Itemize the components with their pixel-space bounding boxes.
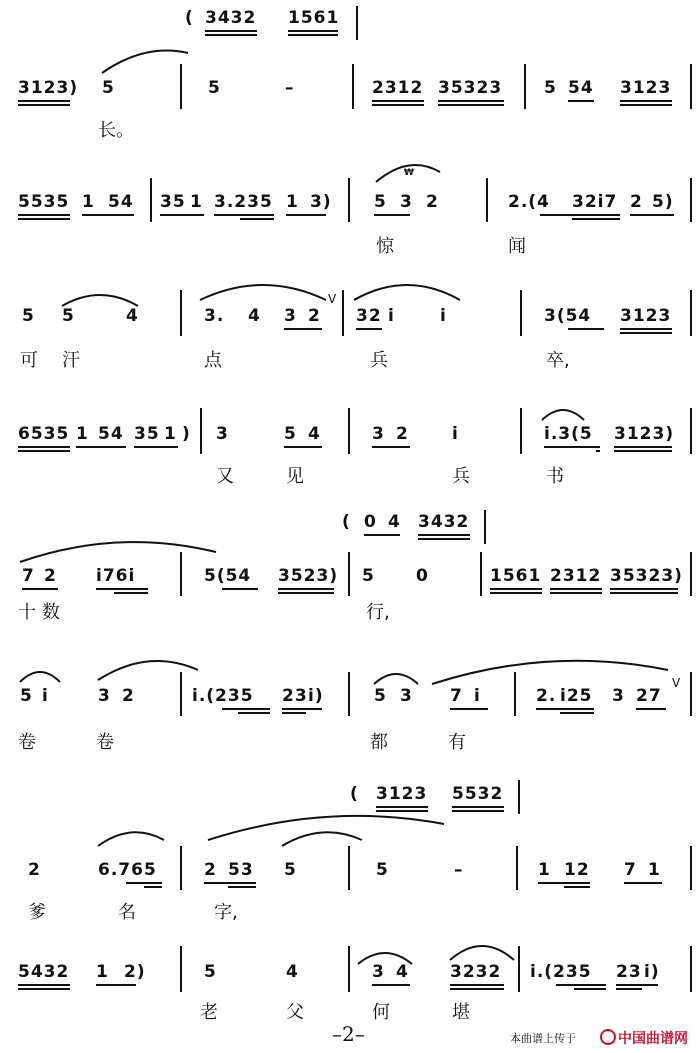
breath-mark: V [328,292,338,306]
underline [490,592,542,594]
underline [596,450,600,452]
paren: ( [342,512,351,532]
underline [452,810,504,812]
underline [284,328,322,330]
note: 4 [308,424,321,444]
lyric: 见 [286,466,304,487]
note: 2 [396,424,409,444]
lyric: 长。 [98,120,134,141]
lyric: 又 [216,466,234,487]
barline [348,552,350,596]
lyric: 爹 [28,902,46,923]
barline [200,408,202,454]
slur [100,45,190,75]
page-number: –2– [332,1022,365,1046]
barline [342,290,344,336]
underline [364,534,400,536]
underline [76,446,126,448]
note: 4 [248,306,261,326]
underline [572,218,620,220]
underline [620,328,672,330]
underline [282,712,306,714]
notes: 3.235 [214,192,273,212]
barline [690,64,692,109]
underline [616,988,642,990]
notes: 12 [564,860,590,880]
underline [372,104,424,106]
barline [690,672,692,716]
underline [438,104,504,106]
underline [278,588,334,590]
slur [198,278,328,304]
notes: 3432 [205,8,257,28]
notes: 5532 [452,784,504,804]
underline [214,214,274,216]
note: 7 [22,566,35,586]
underline [18,450,70,452]
barline [524,64,526,109]
slur [352,278,462,304]
lyric: 何 [372,1002,390,1023]
barline [484,510,486,544]
barline [690,290,692,336]
note: 5 [20,686,33,706]
underline [160,214,204,216]
note: 1 [648,860,661,880]
underline [372,984,410,986]
notes: 2.(4 [508,192,550,212]
note: 5 [204,962,217,982]
notes: 3123 [620,78,672,98]
underline [418,534,470,536]
underline [18,984,70,986]
notes: 54 [568,78,594,98]
note: 5 [362,566,375,586]
lyric: 可 [20,350,38,371]
barline [348,846,350,890]
notes: 1561 [288,8,340,28]
note: 4 [286,962,299,982]
notes: 5535 [18,192,70,212]
underline [18,100,70,102]
barline [480,552,482,596]
notes: 32i7 [572,192,618,212]
note: 0 [364,512,377,532]
note: 2 [44,566,57,586]
notes: 3123 [376,784,428,804]
dash: – [454,860,464,880]
barline [180,946,182,992]
underline [238,712,270,714]
slur [96,826,166,848]
note: 5 [284,860,297,880]
note: 3 [400,686,413,706]
note: 5 [544,78,557,98]
notes: 3523) [278,566,339,586]
underline [544,446,600,448]
note: 3 [284,306,297,326]
barline [518,780,520,814]
logo-text: 中国曲谱网 [618,1031,688,1047]
underline [286,214,326,216]
note: 1 [82,192,95,212]
notes: 3432 [418,512,470,532]
underline [620,100,672,102]
site-logo [600,1028,688,1048]
note: i [452,424,459,444]
upload-notice: 本曲谱上传于 [510,1032,576,1045]
note: 3 [612,686,625,706]
note: 2 [204,860,217,880]
underline [205,30,257,32]
lyric: 十 [18,602,36,623]
note: i [388,306,395,326]
lyric: 字, [214,902,238,923]
notes: 1561 [490,566,542,586]
notes: 23 [616,962,642,982]
notes: i) [644,962,660,982]
note: 1 [164,424,177,444]
underline [536,708,594,710]
notes: 3. [204,306,225,326]
underline [134,446,178,448]
note: 3 [372,424,385,444]
notes: 3123) [18,78,79,98]
note: 1 [538,860,551,880]
note: 2 [630,192,643,212]
logo-icon [600,1029,616,1045]
barline [690,552,692,596]
lyric: 数 [42,602,60,623]
underline [574,988,606,990]
underline [438,100,504,102]
underline [610,588,678,590]
underline [556,984,606,986]
underline [18,988,70,990]
paren: ) [182,424,191,444]
underline [610,592,678,594]
notes: 3232 [450,962,502,982]
note: i [474,686,481,706]
barline [180,846,182,890]
notes: 53 [228,860,254,880]
note: 4 [396,962,409,982]
note: 2 [426,192,439,212]
note: 1 [286,192,299,212]
underline [620,332,672,334]
note: 2 [28,860,41,880]
underline [616,984,658,986]
underline [18,214,70,216]
underline [356,328,382,330]
barline [180,672,182,716]
slur [18,536,218,566]
barline [518,946,520,992]
underline [568,100,594,102]
barline [690,408,692,454]
lyric: 卒, [546,350,570,371]
barline [690,178,692,222]
note: 7 [450,686,463,706]
note: 3 [98,686,111,706]
lyric: 都 [370,732,388,753]
underline [374,214,410,216]
underline [18,104,70,106]
lyric: 名 [118,902,136,923]
underline [96,984,136,986]
note: 0 [416,566,429,586]
notes: 3123) [614,424,675,444]
underline [96,588,148,590]
notes: i25 [560,686,593,706]
underline [452,806,504,808]
note: 5 [374,192,387,212]
notes: 3123 [620,306,672,326]
note: 5 [374,686,387,706]
notes: 2312 [372,78,424,98]
notes: 35323) [610,566,683,586]
notes: 5) [652,192,674,212]
notes: i.(235 [530,962,592,982]
underline [538,882,590,884]
lyric: 卷 [18,732,36,753]
note: 5 [208,78,221,98]
note: 5 [102,78,115,98]
underline [620,104,672,106]
underline [418,538,470,540]
dash: – [285,78,295,98]
lyric: 父 [286,1002,304,1023]
note: 3 [400,192,413,212]
slur [448,938,516,962]
notes: 5(54 [204,566,252,586]
notes: i) [308,686,324,706]
slur [96,656,200,682]
barline [690,846,692,890]
underline [82,214,134,216]
barline [348,178,350,222]
underline [630,214,674,216]
note: 2 [308,306,321,326]
paren: ( [185,8,194,28]
lyric: 汗 [62,350,80,371]
underline [376,806,428,808]
notes: 6535 [18,424,70,444]
underline [205,34,257,36]
underline [228,886,256,888]
barline [690,946,692,992]
lyric: 卷 [96,732,114,753]
notes: 54 [98,424,124,444]
lyric: 兵 [452,466,470,487]
underline [550,588,602,590]
underline [450,988,504,990]
underline [126,882,162,884]
note: 1 [96,962,109,982]
underline [144,886,162,888]
note: 5 [62,306,75,326]
underline [614,450,672,452]
lyric: 行, [366,602,390,623]
underline [372,100,424,102]
underline [278,592,334,594]
note: i [42,686,49,706]
underline [22,588,58,590]
slur [430,656,670,686]
lyric: 惊 [376,236,394,257]
barline [180,64,182,109]
note: 5 [22,306,35,326]
underline [240,218,274,220]
paren: ( [350,784,359,804]
lyric: 堪 [452,1002,470,1023]
slur [18,666,62,684]
barline [356,6,358,40]
slur [540,404,586,424]
underline [614,446,672,448]
underline [490,588,542,590]
underline [550,592,602,594]
barline [514,672,516,716]
underline [282,708,322,710]
lyric: 老 [200,1002,218,1023]
barline [348,946,350,992]
underline [288,34,338,36]
note: 2 [122,686,135,706]
note: 5 [376,860,389,880]
notes: 27 [636,686,662,706]
underline [450,708,488,710]
underline [288,30,338,32]
barline [348,408,350,454]
underline [18,218,70,220]
barline [180,552,182,596]
notes: 54 [108,192,134,212]
notes: 6.765 [98,860,157,880]
note: i [440,306,447,326]
underline [568,328,604,330]
barline [516,846,518,890]
underline [372,446,410,448]
notes: 3) [310,192,332,212]
lyric: 兵 [370,350,388,371]
notes: 5432 [18,962,70,982]
lyric: 有 [448,732,466,753]
notes: 2. [536,686,557,706]
notes: i.(235 [192,686,254,706]
notes: 35 [160,192,186,212]
notes: 32 [356,306,382,326]
underline [624,882,662,884]
ornament: ₩ [404,168,415,178]
underline [114,592,148,594]
barline [150,178,152,222]
barline [180,290,182,336]
notes: 3(54 [544,306,592,326]
barline [348,672,350,716]
underline [222,588,258,590]
lyric: 点 [204,350,222,371]
notes: 2) [124,962,146,982]
slur [280,826,364,848]
underline [284,446,322,448]
note: 7 [624,860,637,880]
note: 5 [284,424,297,444]
underline [636,708,666,710]
note: 3 [372,962,385,982]
breath-mark: V [672,676,682,690]
note: 1 [76,424,89,444]
notes: i76i [96,566,136,586]
slur [372,668,420,686]
note: 4 [126,306,139,326]
lyric: 闻 [508,236,526,257]
underline [18,446,70,448]
barline [486,178,488,222]
underline [222,708,270,710]
underline [564,886,590,888]
barline [352,64,354,109]
note: 1 [190,192,203,212]
notes: 23 [282,686,308,706]
barline [520,290,522,336]
notes: 35 [134,424,160,444]
underline [540,214,620,216]
underline [560,712,594,714]
notes: i.3(5 [544,424,593,444]
underline [204,882,256,884]
note: 4 [388,512,401,532]
barline [520,408,522,454]
note: 3 [216,424,229,444]
lyric: 书 [546,466,564,487]
notes: 35323 [438,78,503,98]
underline [450,984,504,986]
notes: 2312 [550,566,602,586]
